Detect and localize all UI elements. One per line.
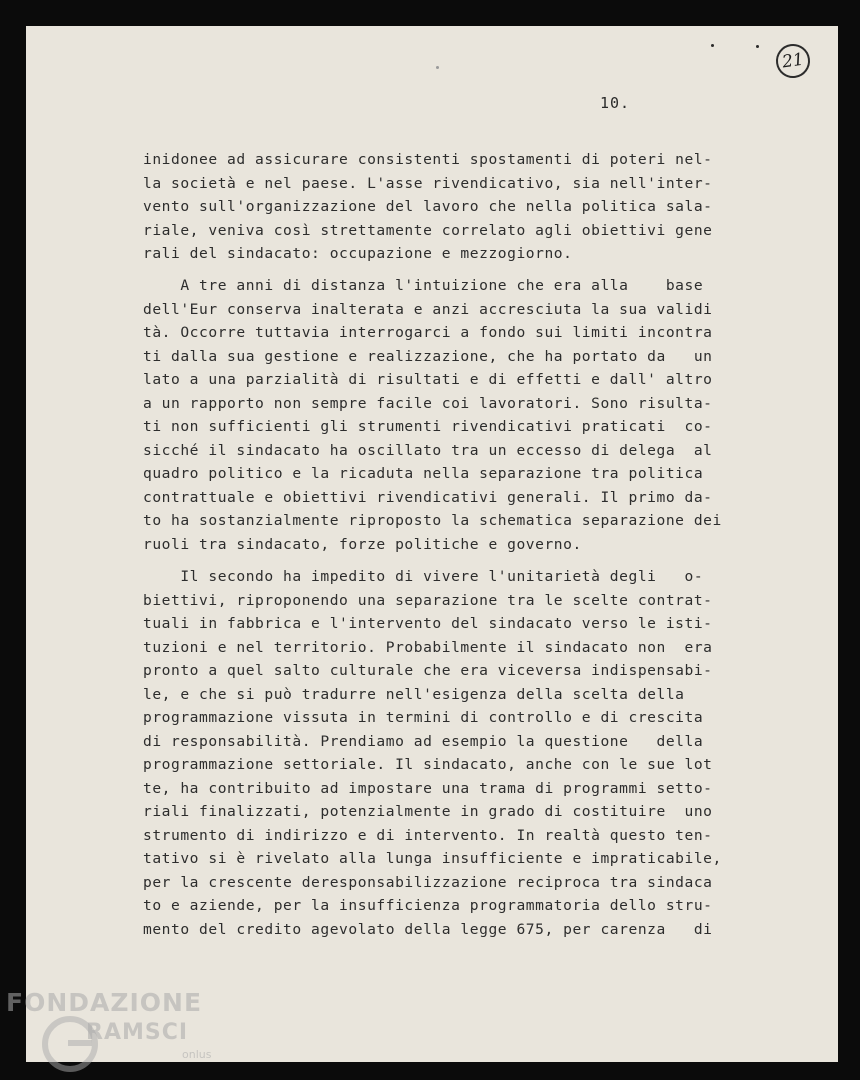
- text-line: tuali in fabbrica e l'intervento del sindacato verso le isti-: [143, 615, 713, 632]
- speck-mark: [711, 44, 714, 47]
- archive-number-stamp: 21: [774, 42, 812, 80]
- text-line: strumento di indirizzo e di intervento. In realtà questo ten-: [143, 826, 713, 844]
- text-line: biettivi, riproponendo una separazione tra le scelte contrat-: [143, 591, 713, 609]
- text-line: dell'Eur conserva inalterata e anzi accresciuta la sua validi: [143, 300, 713, 318]
- text-line: per la crescente deresponsabilizzazione reciproca tra sindaca: [143, 873, 713, 891]
- text-line: Il secondo ha impedito di vivere l'unitarietà degli o-: [143, 568, 704, 585]
- text-line: contrattuale e obiettivi rivendicativi generali. Il primo da-: [143, 488, 713, 506]
- text-line: la società e nel paese. L'asse rivendicativo, sia nell'inter-: [143, 174, 713, 192]
- text-line: riali finalizzati, potenzialmente in grado di costituire uno: [143, 803, 713, 820]
- speck-mark: [436, 66, 439, 69]
- text-line: tativo si è rivelato alla lunga insufficiente e impraticabile,: [143, 850, 722, 867]
- text-line: te, ha contribuito ad impostare una trama di programmi setto-: [143, 779, 713, 797]
- text-line: riale, veniva così strettamente correlato agli obiettivi gene: [143, 221, 713, 239]
- text-line: ti dalla sua gestione e realizzazione, che ha portato da un: [143, 347, 713, 365]
- text-line: to ha sostanzialmente riproposto la schematica separazione dei: [143, 512, 722, 529]
- text-line: programmazione settoriale. Il sindacato, anche con le sue lot: [143, 756, 713, 773]
- watermark-line2: RAMSCI: [86, 1020, 189, 1045]
- watermark-line1: FONDAZIONE: [6, 988, 203, 1017]
- fondazione-gramsci-watermark: [6, 988, 226, 1078]
- text-line: rali del sindacato: occupazione e mezzogiorno.: [143, 245, 573, 262]
- paragraph-3: [143, 565, 722, 941]
- paragraph-2: [143, 274, 722, 556]
- text-line: ruoli tra sindacato, forze politiche e governo.: [143, 535, 582, 553]
- text-line: sicché il sindacato ha oscillato tra un eccesso di delega al: [143, 441, 713, 459]
- paragraph-1: [143, 148, 713, 266]
- text-line: programmazione vissuta in termini di controllo e di crescita: [143, 709, 704, 726]
- speck-mark: [756, 45, 759, 48]
- text-line: tuzioni e nel territorio. Probabilmente il sindacato non era: [143, 638, 713, 656]
- text-line: le, e che si può tradurre nell'esigenza della scelta della: [143, 685, 685, 703]
- text-line: a un rapporto non sempre facile coi lavoratori. Sono risulta-: [143, 394, 713, 412]
- text-line: inidonee ad assicurare consistenti spostamenti di poteri nel-: [143, 151, 713, 168]
- page-number: 10.: [600, 94, 631, 112]
- text-line: quadro politico e la ricaduta nella separazione tra politica: [143, 465, 704, 482]
- text-line: vento sull'organizzazione del lavoro che nella politica sala-: [143, 198, 713, 215]
- text-line: to e aziende, per la insufficienza programmatoria dello stru-: [143, 897, 713, 914]
- text-line: A tre anni di distanza l'intuizione che era alla base: [143, 277, 704, 294]
- text-line: ti non sufficienti gli strumenti rivendicativi praticati co-: [143, 418, 713, 435]
- text-line: tà. Occorre tuttavia interrogarci a fondo sui limiti incontra: [143, 324, 713, 341]
- text-line: di responsabilità. Prendiamo ad esempio la questione della: [143, 732, 704, 750]
- text-line: lato a una parzialità di risultati e di effetti e dall' altro: [143, 371, 713, 388]
- text-line: pronto a quel salto culturale che era viceversa indispensabi-: [143, 662, 713, 679]
- watermark-line3: onlus: [182, 1048, 212, 1061]
- text-line: mento del credito agevolato della legge 675, per carenza di: [143, 920, 713, 938]
